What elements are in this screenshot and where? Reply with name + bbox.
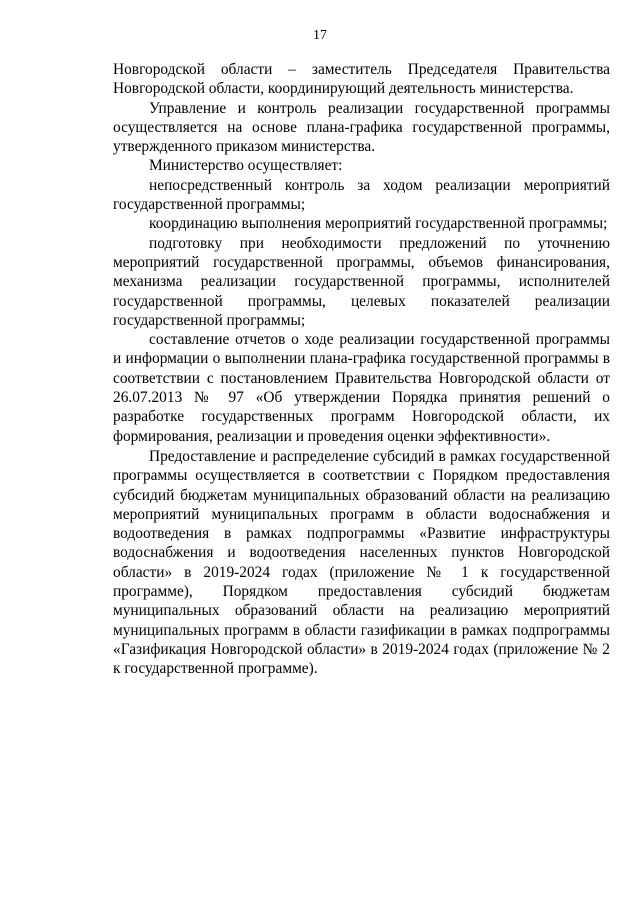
paragraph-4: непосредственный контроль за ходом реализации мероприятий государственной программы; xyxy=(113,176,610,214)
paragraph-2: Управление и контроль реализации государственной программы осуществляется на основе плана-графика государственной программы, утвержденного приказом министерства. xyxy=(113,99,610,156)
paragraph-1: Новгородской области – заместитель Председателя Правительства Новгородской области, координирующий деятельность министерства. xyxy=(113,61,610,98)
page-number: 17 xyxy=(313,28,327,43)
paragraph-5: координацию выполнения мероприятий государственной программы; xyxy=(149,215,608,233)
paragraph-7: составление отчетов о ходе реализации государственной программы и информации о выполнении плана-графика государственной программы в соответствии с постановлением Правительства Новгородской области от 26.07.2013 № 97 «Об утверждении Порядка принятия решений о разработке государственных программ Новгородской области, их формирования, реализации и проведения оценки эффективности». xyxy=(113,331,610,445)
paragraph-6: подготовку при необходимости предложений по уточнению мероприятий государственной программы, объемов финансирования, механизма реализации государственной программы, исполнителей государственной программы, целевых показателей реализации государственной программы; xyxy=(113,234,610,329)
document-body xyxy=(113,60,610,679)
paragraph-8: Предоставление и распределение субсидий в рамках государственной программы осуществляется в соответствии с Порядком предоставления субсидий бюджетам муниципальных образований области на реализацию мероприятий муниципальных программ в области водоснабжения и водоотведения в рамках подпрограммы «Развитие инфраструктуры водоснабжения и водоотведения населенных пунктов Новгородской области» в 2019-2024 годах (приложение № 1 к государственной программе), Порядком предоставления субсидий бюджетам муниципальных образований области на реализацию мероприятий муниципальных программ в области газификации в рамках подпрограммы «Газификация Новгородской области» в 2019-2024 годах (приложение № 2 к государственной программе). xyxy=(113,447,610,678)
paragraph-3: Министерство осуществляет: xyxy=(149,157,343,175)
